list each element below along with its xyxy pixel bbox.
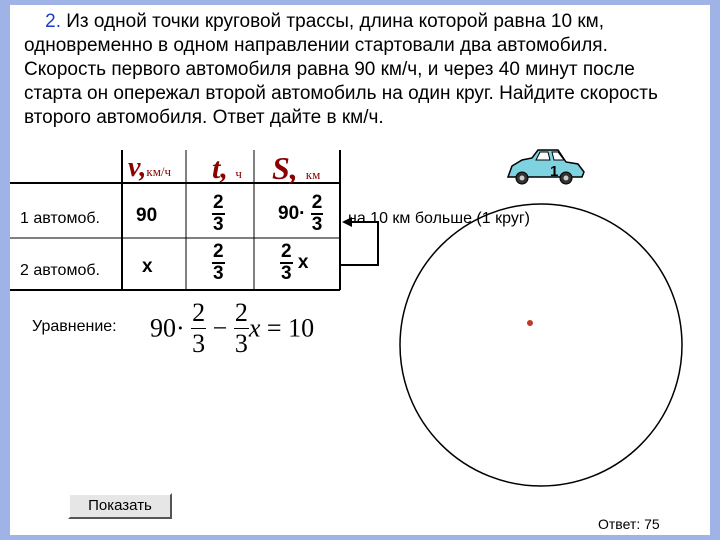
answer-text: Ответ: 75 [598, 516, 660, 532]
header-time: t, ч [212, 152, 242, 185]
difference-note: на 10 км больше (1 круг) [348, 210, 530, 227]
car1-time: $\frac{2}{3}$ [213, 192, 224, 235]
equation: 90· $\frac{2}{3}$ − $\frac{2}{3}$ x = 10 [150, 298, 315, 358]
track-center-dot [527, 320, 533, 326]
header-velocity: v,км/ч [128, 152, 172, 183]
difference-arrow [340, 222, 378, 265]
circular-track [400, 204, 682, 486]
car-label: 1 [550, 163, 559, 180]
show-answer-button[interactable]: Показать [68, 493, 172, 519]
row-label-car2: 2 автомоб. [20, 262, 100, 279]
row-label-car1: 1 автомоб. [20, 210, 100, 227]
problem-number: 2. [45, 11, 61, 32]
car2-velocity: x [142, 256, 153, 277]
header-distance: S, км [272, 150, 321, 186]
car2-time: $\frac{2}{3}$ [213, 241, 224, 284]
car-icon [508, 150, 584, 184]
equation-label: Уравнение: [32, 318, 117, 335]
car2-distance: $\frac{2}{3}$ x [281, 241, 309, 284]
problem-body: Из одной точки круговой трассы, длина которой равна 10 км, одновременно в одном направлении стартовали два автомобиля. Скорость первого автомобиля равна 90 км/ч, и через 40 минут после старта он опережал второй автомобиль на один круг. Найдите скорость второго автомобиля. Ответ дайте в км/ч. [24, 11, 658, 128]
car1-velocity: 90 [136, 205, 158, 226]
car1-distance: 90· $\frac{2}{3}$ [278, 192, 323, 235]
